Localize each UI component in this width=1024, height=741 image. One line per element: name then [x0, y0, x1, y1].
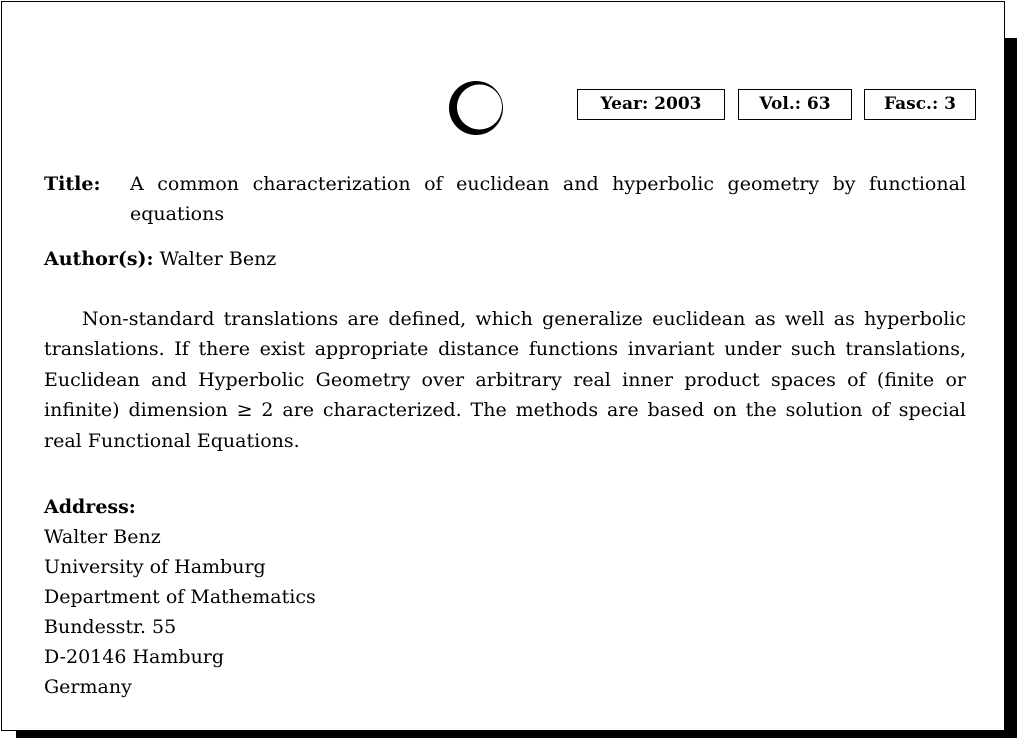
- document-page: [1, 1, 1005, 731]
- author-label: Author(s):: [44, 248, 154, 270]
- address-line: D-20146 Hamburg: [44, 646, 225, 668]
- title-section: [44, 169, 966, 229]
- address-line: Bundesstr. 55: [44, 616, 177, 638]
- title-label: Title:: [44, 173, 101, 195]
- address-line: University of Hamburg: [44, 556, 266, 578]
- author-section: [44, 244, 276, 274]
- abstract-text: Non-standard translations are defined, which generalize euclidean as well as hyperbolic translations. If there exist appropriate distance functions invariant under such translations, Euclidean and Hyperbolic Geometry over arbitrary real inner product spaces of (finite or infinite) dimension ≥ 2 are characterized. The methods are based on the solution of special real Functional Equations.: [44, 308, 966, 452]
- year-badge: Year: 2003: [577, 89, 725, 120]
- article-title: A common characterization of euclidean and hyperbolic geometry by functional equations: [130, 173, 966, 225]
- address-line: Germany: [44, 676, 132, 698]
- address-line: Walter Benz: [44, 526, 161, 548]
- volume-badge: Vol.: 63: [738, 89, 852, 120]
- address-block: [44, 492, 316, 702]
- address-line: Department of Mathematics: [44, 586, 316, 608]
- author-name: Walter Benz: [159, 248, 277, 270]
- fascicle-badge: Fasc.: 3: [864, 89, 976, 120]
- address-label: Address:: [44, 496, 136, 518]
- crescent-ring-logo-icon: [448, 80, 504, 136]
